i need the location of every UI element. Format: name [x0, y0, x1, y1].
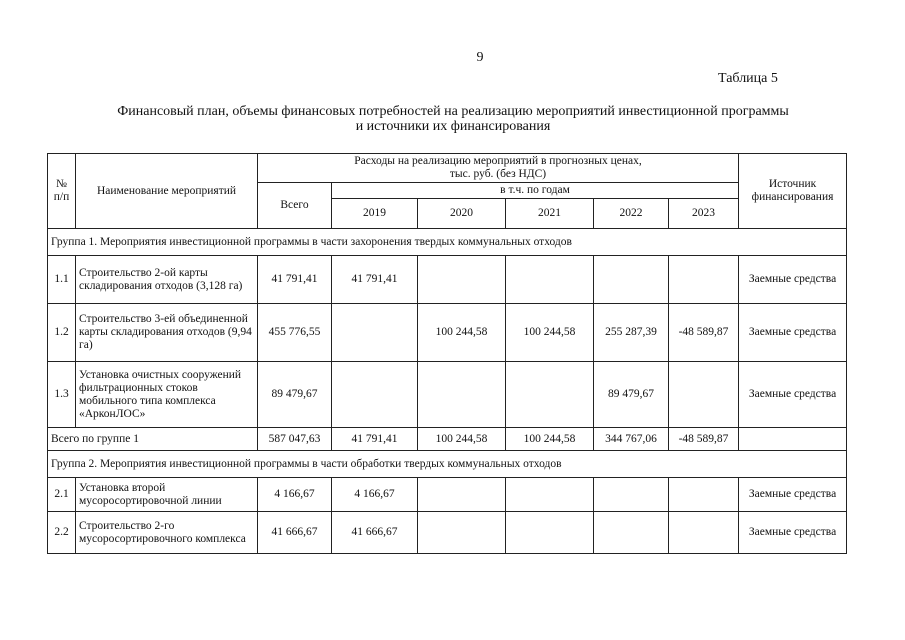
header-year-2023: 2023 [669, 199, 739, 229]
table-row [48, 304, 847, 362]
row-name: Установка очистных сооружений фильтрационных стоков мобильного типа комплекса «АрконЛОС» [76, 362, 258, 428]
row-total: 89 479,67 [258, 362, 332, 428]
row-2023 [669, 478, 739, 512]
row-2020 [418, 478, 506, 512]
header-by-years: в т.ч. по годам [332, 183, 739, 199]
row-2020 [418, 256, 506, 304]
subtotal-2023: -48 589,87 [669, 428, 739, 451]
group-2-header-row [48, 451, 847, 478]
title-line-2: и источники их финансирования [355, 119, 551, 134]
row-name: Строительство 3-ей объединенной карты складирования отходов (9,94 га) [76, 304, 258, 362]
row-2022 [594, 478, 669, 512]
subtotal-2021: 100 244,58 [506, 428, 594, 451]
row-source: Заемные средства [739, 362, 847, 428]
table-row [48, 512, 847, 554]
financial-plan-table [47, 153, 847, 554]
header-total: Всего [258, 183, 332, 229]
row-total: 455 776,55 [258, 304, 332, 362]
row-2023 [669, 512, 739, 554]
header-year-2020: 2020 [418, 199, 506, 229]
row-source: Заемные средства [739, 478, 847, 512]
group-1-header-row [48, 229, 847, 256]
header-number: № п/п [48, 154, 76, 229]
row-source: Заемные средства [739, 256, 847, 304]
table-label: Таблица 5 [718, 71, 778, 86]
row-2023: -48 589,87 [669, 304, 739, 362]
document-title [60, 104, 846, 134]
header-source: Источник финансирования [739, 154, 847, 229]
row-total: 4 166,67 [258, 478, 332, 512]
subtotal-source [739, 428, 847, 451]
row-number: 1.1 [48, 256, 76, 304]
row-name: Установка второй мусоросортировочной линии [76, 478, 258, 512]
row-number: 1.3 [48, 362, 76, 428]
header-expenses [258, 154, 739, 183]
row-2019: 41 791,41 [332, 256, 418, 304]
row-2019: 41 666,67 [332, 512, 418, 554]
row-2022 [594, 512, 669, 554]
title-line-1: Финансовый план, объемы финансовых потребностей на реализацию мероприятий инвестиционной программы [117, 104, 789, 119]
table-row [48, 478, 847, 512]
group-1-title: Группа 1. Мероприятия инвестиционной программы в части захоронения твердых коммунальных отходов [48, 229, 847, 256]
row-2019 [332, 304, 418, 362]
row-2021 [506, 362, 594, 428]
row-2023 [669, 256, 739, 304]
row-2020 [418, 512, 506, 554]
header-year-2022: 2022 [594, 199, 669, 229]
row-total: 41 666,67 [258, 512, 332, 554]
row-number: 2.2 [48, 512, 76, 554]
row-total: 41 791,41 [258, 256, 332, 304]
row-2019: 4 166,67 [332, 478, 418, 512]
header-year-2019: 2019 [332, 199, 418, 229]
header-row-1 [48, 154, 847, 183]
row-number: 2.1 [48, 478, 76, 512]
subtotal-2020: 100 244,58 [418, 428, 506, 451]
row-source: Заемные средства [739, 512, 847, 554]
row-2020 [418, 362, 506, 428]
page-number: 9 [476, 50, 484, 65]
row-2019 [332, 362, 418, 428]
row-2022 [594, 256, 669, 304]
header-year-2021: 2021 [506, 199, 594, 229]
row-2021 [506, 512, 594, 554]
header-name: Наименование мероприятий [76, 154, 258, 229]
row-name: Строительство 2-ой карты складирования отходов (3,128 га) [76, 256, 258, 304]
row-number: 1.2 [48, 304, 76, 362]
row-2022: 255 287,39 [594, 304, 669, 362]
row-2021 [506, 256, 594, 304]
row-source: Заемные средства [739, 304, 847, 362]
group-2-title: Группа 2. Мероприятия инвестиционной программы в части обработки твердых коммунальных отходов [48, 451, 847, 478]
table-row [48, 362, 847, 428]
row-2020: 100 244,58 [418, 304, 506, 362]
row-2021: 100 244,58 [506, 304, 594, 362]
row-2022: 89 479,67 [594, 362, 669, 428]
row-name: Строительство 2-го мусоросортировочного комплекса [76, 512, 258, 554]
group-1-subtotal-row [48, 428, 847, 451]
header-expenses-line-1: Расходы на реализацию мероприятий в прогнозных ценах, [354, 155, 642, 167]
subtotal-total: 587 047,63 [258, 428, 332, 451]
subtotal-label: Всего по группе 1 [48, 428, 258, 451]
row-2023 [669, 362, 739, 428]
subtotal-2019: 41 791,41 [332, 428, 418, 451]
table-row [48, 256, 847, 304]
header-expenses-line-2: тыс. руб. (без НДС) [449, 168, 547, 180]
row-2021 [506, 478, 594, 512]
subtotal-2022: 344 767,06 [594, 428, 669, 451]
